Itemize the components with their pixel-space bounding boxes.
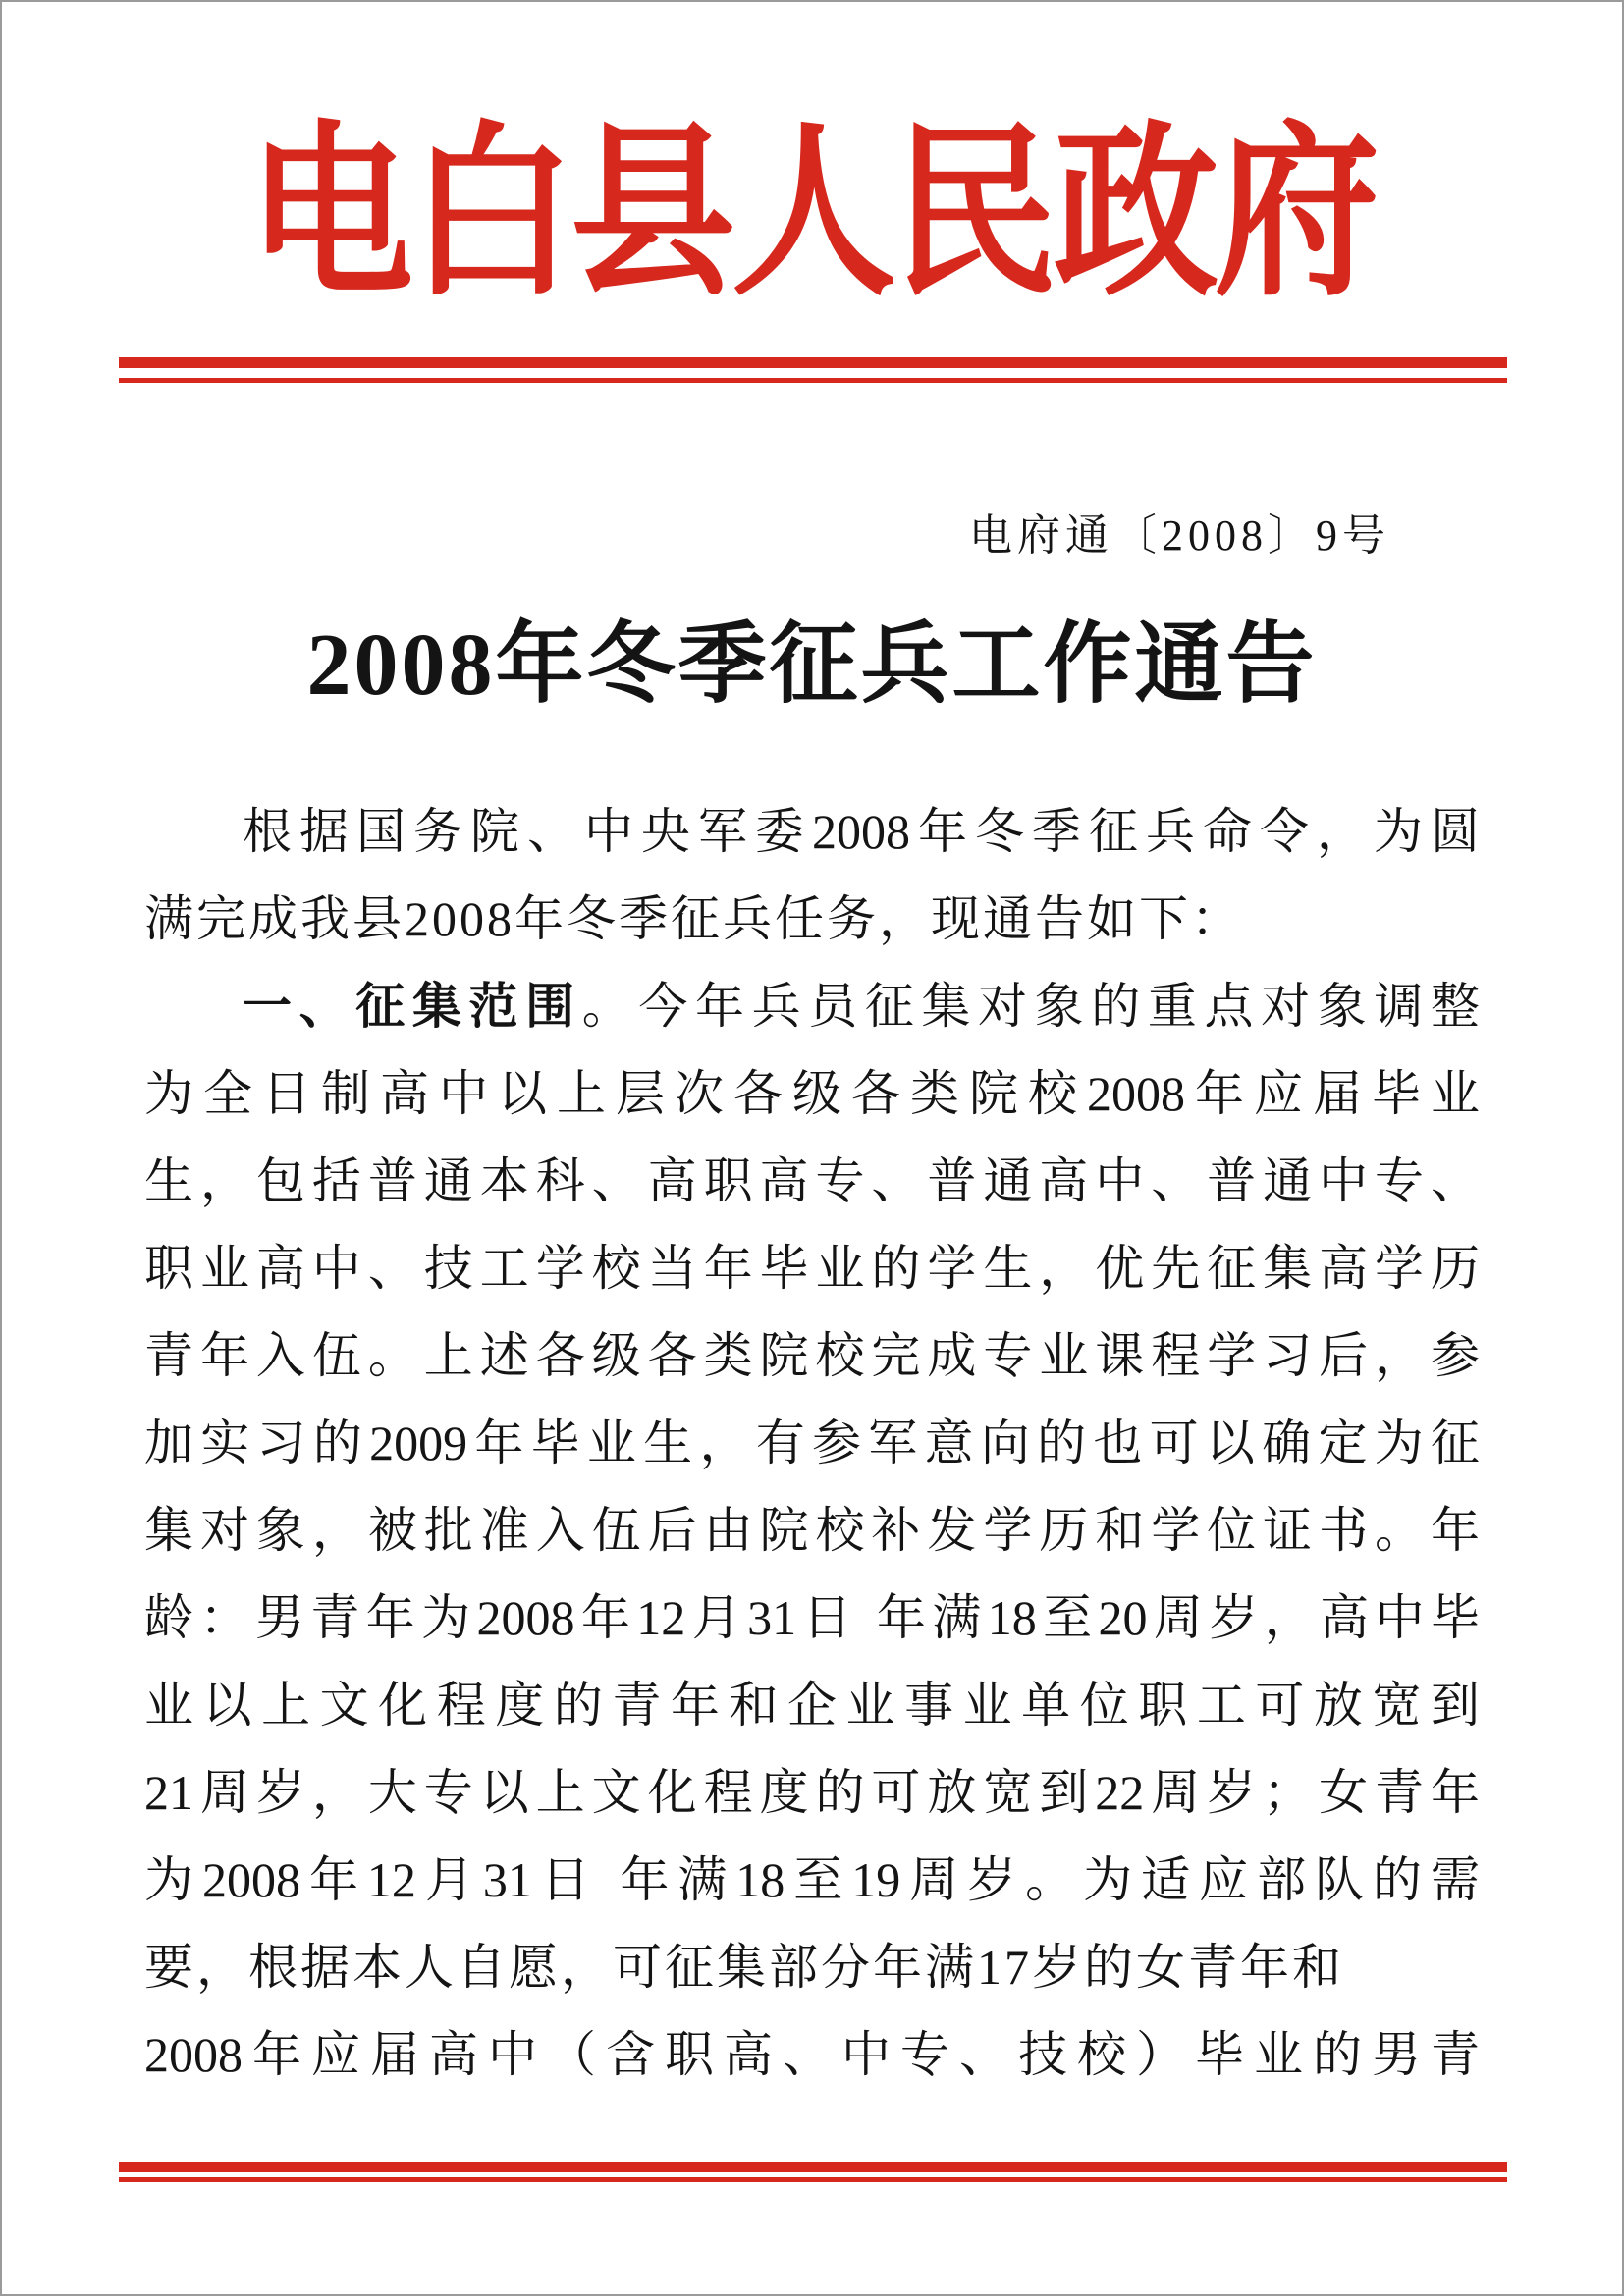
body-line-text: 集对象，被批准入伍后由院校补发学历和学位证书。年 bbox=[144, 1503, 1480, 1558]
body-line bbox=[144, 1662, 1480, 1749]
body-line bbox=[144, 1225, 1480, 1312]
body-paragraph bbox=[144, 788, 1480, 2099]
body-line-text: 业以上文化程度的青年和企业事业单位职工可放宽到 bbox=[144, 1678, 1480, 1733]
body-line-text: 青年入伍。上述各级各类院校完成专业课程学习后，参 bbox=[144, 1328, 1480, 1383]
body-line-text: 2008年应届高中（含职高、中专、技校）毕业的男青 bbox=[144, 2027, 1480, 2082]
body-line-text: 为2008年12月31日 年满18至19周岁。为适应部队的需 bbox=[144, 1852, 1480, 1907]
body-line-text: 要，根据本人自愿，可征集部分年满17岁的女青年和 bbox=[144, 1940, 1344, 1995]
body-line bbox=[144, 2011, 1480, 2099]
body-line-text: 加实习的2009年毕业生，有参军意向的也可以确定为征 bbox=[144, 1415, 1480, 1470]
body-line bbox=[144, 1312, 1480, 1400]
body-line-text: 满完成我县2008年冬季征兵任务，现通告如下： bbox=[144, 891, 1243, 946]
body-line-text: 。今年兵员征集对象的重点对象调整 bbox=[581, 979, 1481, 1034]
body-line-text: 生，包括普通本科、高职高专、普通高中、普通中专、 bbox=[144, 1153, 1480, 1208]
body-line-text: 21周岁，大专以上文化程度的可放宽到22周岁；女青年 bbox=[144, 1765, 1480, 1820]
rule-thin bbox=[119, 2177, 1507, 2182]
rule-thick bbox=[119, 2162, 1507, 2172]
body-line bbox=[144, 1400, 1480, 1487]
body-line-text: 职业高中、技工学校当年毕业的学生，优先征集高学历 bbox=[144, 1241, 1480, 1296]
rule-thin bbox=[119, 378, 1507, 383]
body-line bbox=[144, 963, 1480, 1050]
document-number: 电府通〔2008〕9号 bbox=[969, 511, 1390, 560]
rule-thick bbox=[119, 357, 1507, 368]
body-line bbox=[144, 788, 1480, 876]
government-masthead-title: 电白县人民政府 bbox=[248, 111, 1376, 319]
footer-double-rule bbox=[119, 2162, 1507, 2182]
page-title: 2008年冬季征兵工作通告 bbox=[306, 616, 1318, 714]
body-line bbox=[144, 1749, 1480, 1837]
body-line bbox=[144, 876, 1480, 963]
body-line bbox=[144, 1924, 1480, 2011]
body-line bbox=[144, 1138, 1480, 1225]
section-heading: 一、征集范围 bbox=[243, 979, 582, 1034]
rule-gap bbox=[119, 368, 1507, 378]
body-line bbox=[144, 1837, 1480, 1924]
body-line bbox=[144, 1050, 1480, 1138]
body-line-text: 根据国务院、中央军委2008年冬季征兵命令，为圆 bbox=[243, 804, 1480, 859]
body-line-text: 龄：男青年为2008年12月31日 年满18至20周岁，高中毕 bbox=[144, 1590, 1480, 1645]
body-line bbox=[144, 1575, 1480, 1662]
masthead-double-rule bbox=[119, 357, 1507, 383]
body-line-text: 为全日制高中以上层次各级各类院校2008年应届毕业 bbox=[144, 1066, 1480, 1121]
body-line bbox=[144, 1487, 1480, 1575]
